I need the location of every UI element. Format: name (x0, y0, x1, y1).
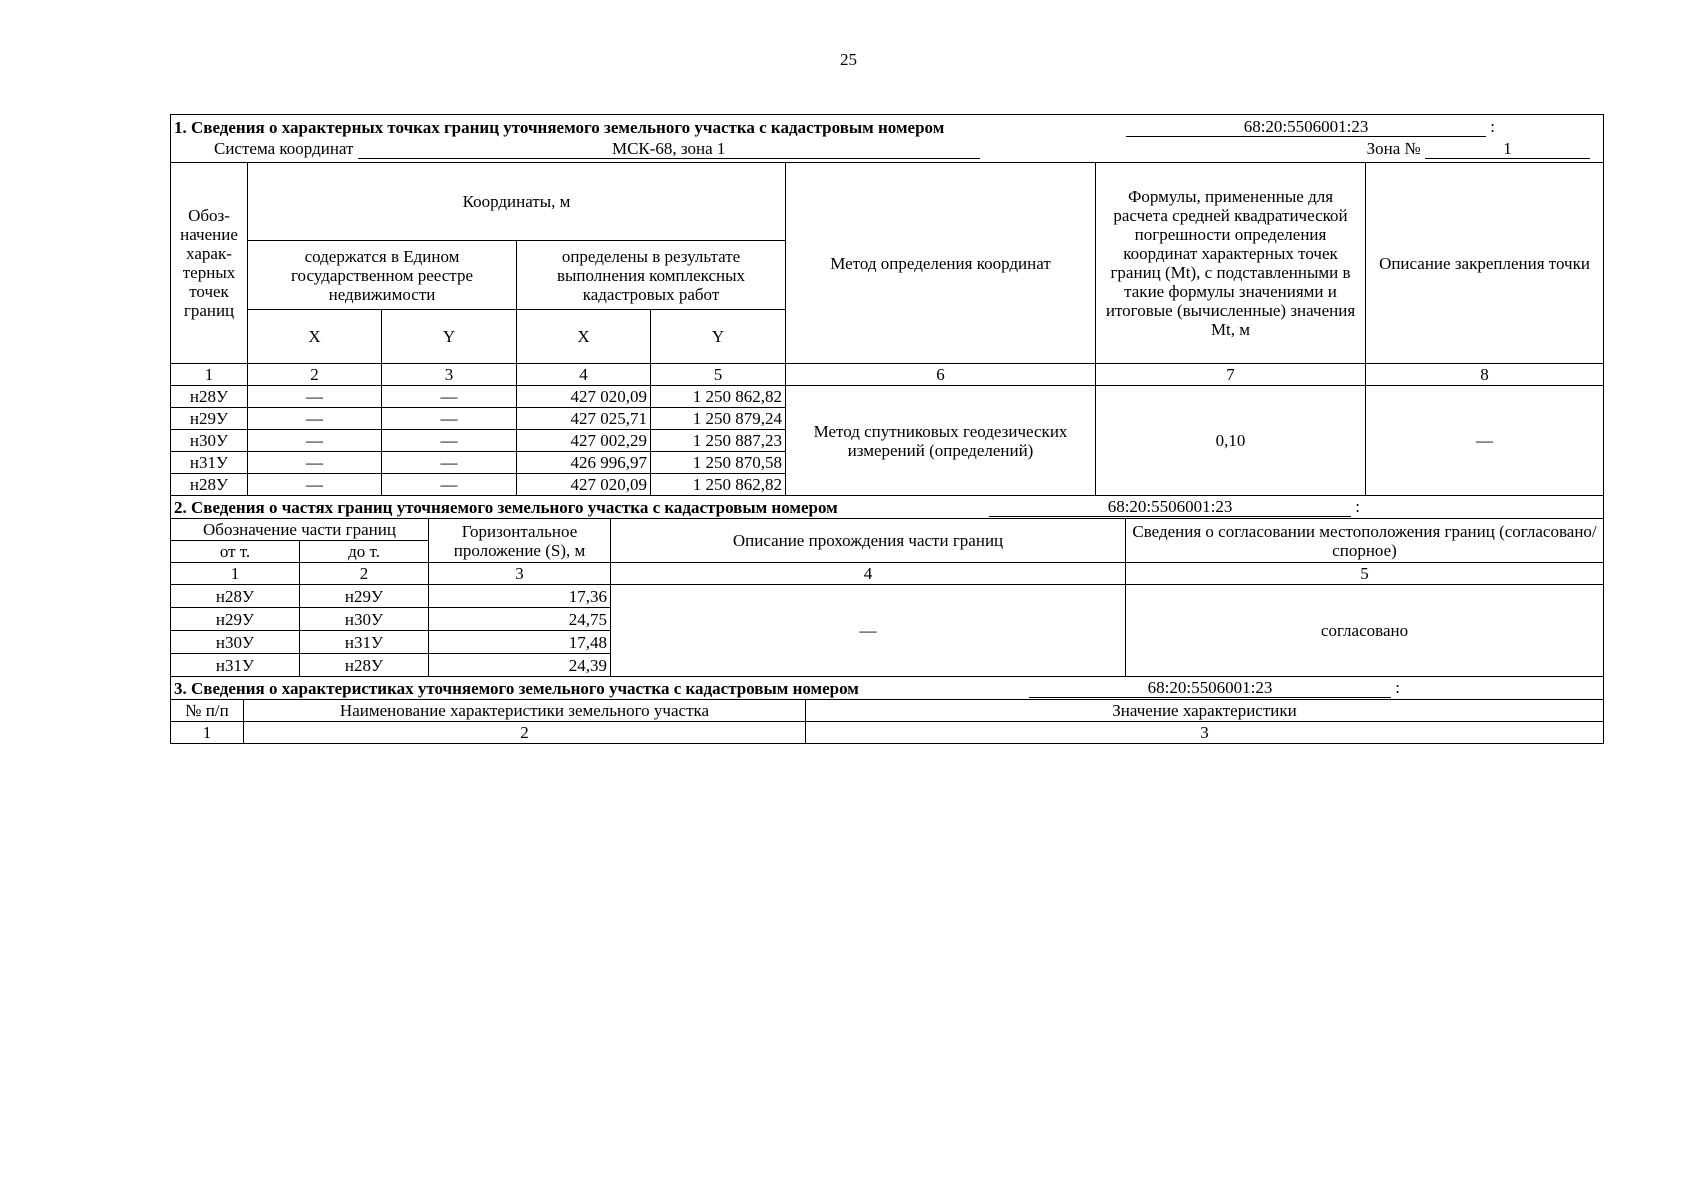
to-cell: н29У (300, 585, 429, 608)
header-x-egrn: X (248, 310, 382, 364)
section1-title: 1. Сведения о характерных точках границ уточняемого земельного участка с кадастровым номером (174, 118, 945, 137)
col-number: 3 (382, 364, 517, 386)
s-cell: 24,75 (429, 608, 611, 631)
col-number: 1 (171, 722, 244, 744)
to-cell: н30У (300, 608, 429, 631)
section3-cadastral-number: 68:20:5506001:23 (1029, 679, 1391, 698)
header-num: № п/п (171, 700, 244, 722)
fixing-value: — (1366, 386, 1604, 496)
from-cell: н31У (171, 654, 300, 677)
col-number: 4 (517, 364, 651, 386)
y-cell: 1 250 862,82 (651, 386, 786, 408)
y-cell: 1 250 862,82 (651, 474, 786, 496)
section3-title: 3. Сведения о характеристиках уточняемого земельного участка с кадастровым номером (174, 679, 859, 698)
header-formulas: Формулы, примененные для расчета средней квадратической погрешности определения координат характерных точек границ (Mt), с подставленными в такие формулы значениями и итоговые (вычисленные) значения Mt, м (1096, 163, 1366, 364)
zone-value: 1 (1425, 140, 1590, 159)
section3-table (170, 676, 1604, 744)
document-body (170, 114, 1603, 744)
x-cell: 427 002,29 (517, 430, 651, 452)
x-cell: 427 020,09 (517, 474, 651, 496)
description-value: — (611, 585, 1126, 677)
y-egrn-cell: — (382, 386, 517, 408)
col-number: 8 (1366, 364, 1604, 386)
section3-title-cell (171, 677, 1604, 700)
coord-system-label: Система координат (214, 139, 354, 158)
x-egrn-cell: — (248, 386, 382, 408)
header-to: до т. (300, 541, 429, 563)
col-number: 3 (429, 563, 611, 585)
point-cell: н31У (171, 452, 248, 474)
header-value: Значение характеристики (806, 700, 1604, 722)
table-row (171, 585, 1604, 608)
point-cell: н30У (171, 430, 248, 452)
header-method: Метод определения координат (786, 163, 1096, 364)
col-number: 7 (1096, 364, 1366, 386)
y-cell: 1 250 870,58 (651, 452, 786, 474)
col-number: 2 (244, 722, 806, 744)
y-egrn-cell: — (382, 452, 517, 474)
header-fixing: Описание закрепления точки (1366, 163, 1604, 364)
section2-title: 2. Сведения о частях границ уточняемого земельного участка с кадастровым номером (174, 498, 838, 517)
section1-table (170, 114, 1604, 496)
section3-colon: : (1395, 678, 1400, 697)
section2-table (170, 495, 1604, 677)
header-y: Y (651, 310, 786, 364)
page-number: 25 (840, 50, 857, 69)
s-cell: 24,39 (429, 654, 611, 677)
col-number: 1 (171, 364, 248, 386)
y-egrn-cell: — (382, 408, 517, 430)
header-from: от т. (171, 541, 300, 563)
point-cell: н29У (171, 408, 248, 430)
y-cell: 1 250 887,23 (651, 430, 786, 452)
header-x: X (517, 310, 651, 364)
s-cell: 17,48 (429, 631, 611, 654)
header-point-designation: Обоз-начение харак-терных точек границ (171, 163, 248, 364)
coord-system-value: МСК-68, зона 1 (358, 140, 980, 159)
col-number: 5 (1126, 563, 1604, 585)
x-cell: 426 996,97 (517, 452, 651, 474)
header-part-designation: Обозначение части границ (171, 519, 429, 541)
x-egrn-cell: — (248, 408, 382, 430)
section1-colon: : (1490, 117, 1496, 136)
header-horizontal: Горизонтальное проложение (S), м (429, 519, 611, 563)
col-number: 3 (806, 722, 1604, 744)
mt-value: 0,10 (1096, 386, 1366, 496)
col-number: 2 (300, 563, 429, 585)
section2-title-cell (171, 496, 1604, 519)
agreement-value: согласовано (1126, 585, 1604, 677)
col-number: 4 (611, 563, 1126, 585)
x-egrn-cell: — (248, 474, 382, 496)
x-egrn-cell: — (248, 430, 382, 452)
to-cell: н31У (300, 631, 429, 654)
section2-cadastral-number: 68:20:5506001:23 (989, 498, 1351, 517)
point-cell: н28У (171, 474, 248, 496)
from-cell: н30У (171, 631, 300, 654)
from-cell: н28У (171, 585, 300, 608)
y-egrn-cell: — (382, 430, 517, 452)
header-coordinates: Координаты, м (248, 163, 786, 241)
col-number: 2 (248, 364, 382, 386)
y-cell: 1 250 879,24 (651, 408, 786, 430)
method-value: Метод спутниковых геодезических измерений (определений) (786, 386, 1096, 496)
x-egrn-cell: — (248, 452, 382, 474)
header-determined: определены в результате выполнения комплексных кадастровых работ (517, 240, 786, 310)
x-cell: 427 020,09 (517, 386, 651, 408)
to-cell: н28У (300, 654, 429, 677)
section2-colon: : (1355, 497, 1361, 516)
s-cell: 17,36 (429, 585, 611, 608)
y-egrn-cell: — (382, 474, 517, 496)
section1-title-cell (171, 115, 1604, 163)
col-number: 1 (171, 563, 300, 585)
col-number: 6 (786, 364, 1096, 386)
header-name: Наименование характеристики земельного участка (244, 700, 806, 722)
header-y-egrn: Y (382, 310, 517, 364)
header-agreement: Сведения о согласовании местоположения границ (согласовано/спорное) (1126, 519, 1604, 563)
zone-label: Зона № (1366, 139, 1421, 158)
x-cell: 427 025,71 (517, 408, 651, 430)
col-number: 5 (651, 364, 786, 386)
section1-cadastral-number: 68:20:5506001:23 (1126, 118, 1486, 137)
header-description: Описание прохождения части границ (611, 519, 1126, 563)
from-cell: н29У (171, 608, 300, 631)
point-cell: н28У (171, 386, 248, 408)
table-row (171, 386, 1604, 408)
header-in-egrn: содержатся в Едином государственном реестре недвижимости (248, 240, 517, 310)
